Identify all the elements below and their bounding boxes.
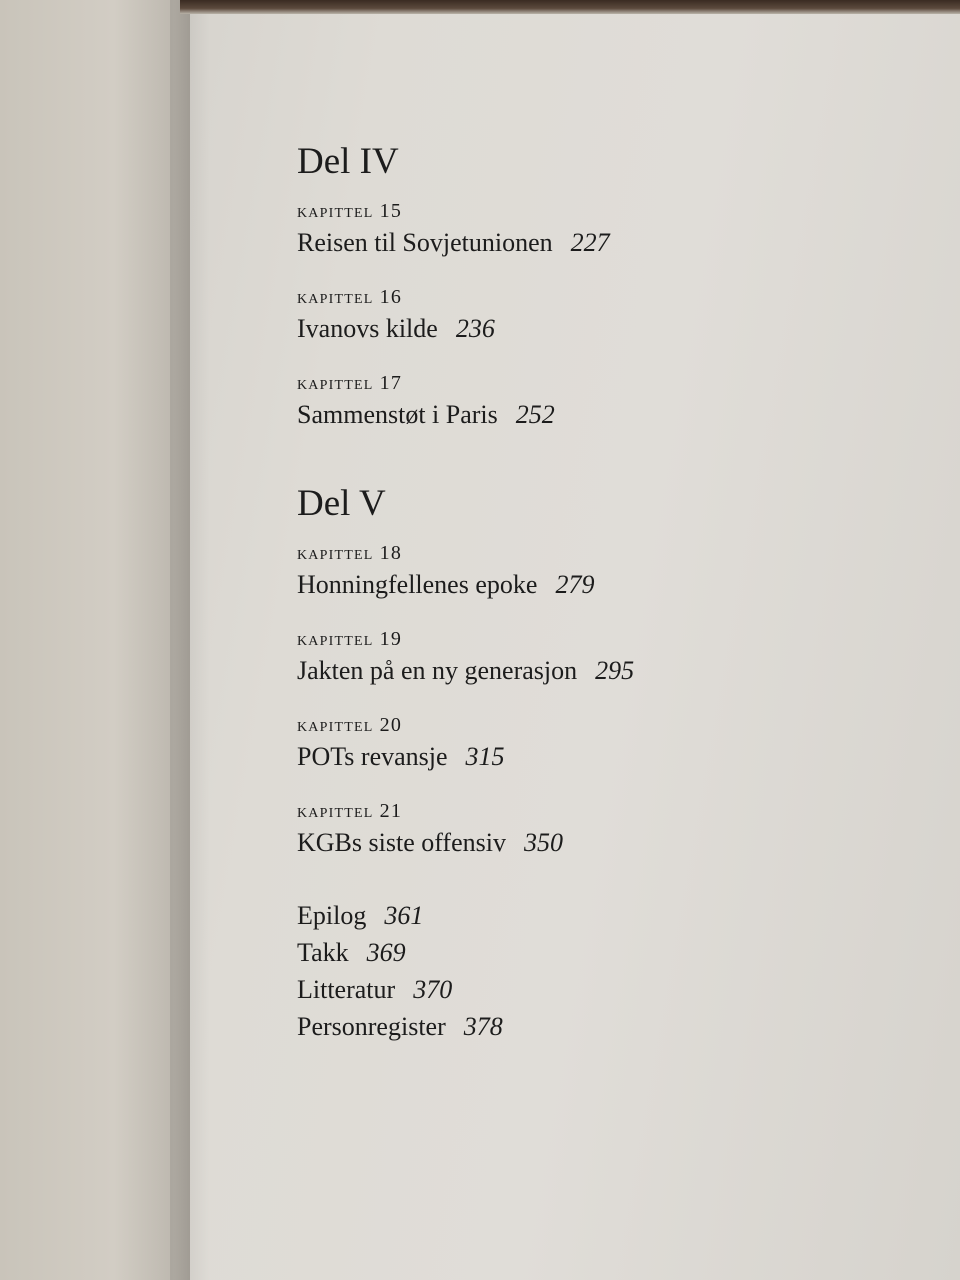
chapter-entry: [297, 824, 634, 861]
chapter-label: kapittel 15: [297, 200, 403, 222]
chapter-entry: [297, 396, 634, 433]
chapter-title: Sammenstøt i Paris: [297, 400, 498, 429]
page-number: 350: [523, 828, 563, 857]
back-matter-entry: [297, 971, 634, 1008]
page-gutter-shadow: [170, 0, 210, 1280]
page-number: 227: [570, 228, 610, 257]
chapter-entry: [297, 310, 634, 347]
chapter-title: KGBs siste offensiv: [297, 828, 506, 857]
page-number: 378: [463, 1012, 503, 1041]
chapter-19: [297, 626, 634, 689]
chapter-entry: [297, 224, 634, 261]
page-number: 370: [413, 975, 453, 1004]
back-matter: [297, 897, 634, 1045]
chapter-15: [297, 198, 634, 261]
chapter-label: kapittel 19: [297, 628, 403, 650]
chapter-16: [297, 284, 634, 347]
chapter-label: kapittel 18: [297, 542, 403, 564]
page-number: 252: [515, 400, 555, 429]
part-4: [297, 140, 634, 433]
part-title: Del V: [297, 483, 386, 524]
part-title: Del IV: [297, 141, 399, 182]
page-number: 315: [465, 742, 505, 771]
table-of-contents: [297, 140, 634, 1045]
chapter-18: [297, 540, 634, 603]
chapter-label: kapittel 17: [297, 372, 403, 394]
chapter-17: [297, 370, 634, 433]
chapter-title: Ivanovs kilde: [297, 314, 438, 343]
page-number: 361: [384, 901, 424, 930]
chapter-label: kapittel 21: [297, 800, 403, 822]
page-number: 279: [555, 570, 595, 599]
book-top-edge: [180, 0, 960, 14]
back-matter-entry: [297, 934, 634, 971]
page-number: 369: [366, 938, 406, 967]
chapter-20: [297, 712, 634, 775]
page-number: 295: [595, 656, 635, 685]
facing-page: [0, 0, 190, 1280]
chapter-title: Jakten på en ny generasjon: [297, 656, 578, 685]
chapter-21: [297, 798, 634, 861]
entry-title: Personregister: [297, 1012, 446, 1041]
chapter-title: Reisen til Sovjetunionen: [297, 228, 553, 257]
back-matter-entry: [297, 1008, 634, 1045]
chapter-label: kapittel 20: [297, 714, 403, 736]
entry-title: Epilog: [297, 901, 367, 930]
chapter-entry: [297, 738, 634, 775]
entry-title: Takk: [297, 938, 349, 967]
chapter-title: Honningfellenes epoke: [297, 570, 538, 599]
chapter-entry: [297, 566, 634, 603]
chapter-label: kapittel 16: [297, 286, 403, 308]
back-matter-entry: [297, 897, 634, 934]
entry-title: Litteratur: [297, 975, 396, 1004]
chapter-title: POTs revansje: [297, 742, 448, 771]
chapter-entry: [297, 652, 634, 689]
page-number: 236: [455, 314, 495, 343]
part-5: [297, 482, 634, 861]
